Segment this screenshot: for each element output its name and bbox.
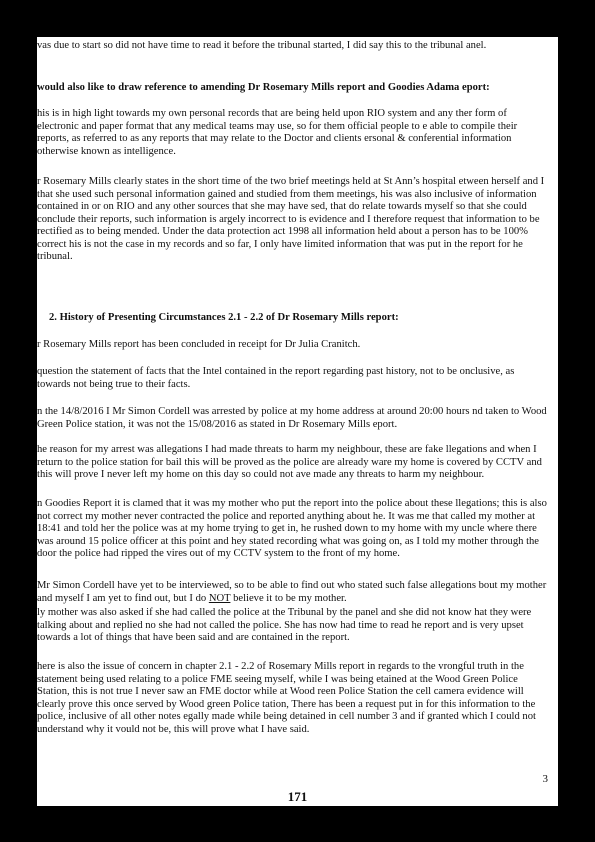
document-page (37, 37, 558, 806)
paragraph-goodies-report: n Goodies Report it is clamed that it was my mother who put the report into the police about these llegations; this is also not correct my mother never contracted the police and reported anything about he. It was me that called my mother at 18:41 and told her the police was at my home trying to get in, he rushed down to my home with my uncle where there was around 15 police officer at this point and hey stated recording what was going on, as I told my mother through the door the police had ripped the vires out of my CCTV system to the front of my home. (37, 498, 547, 559)
paragraph-mother-tribunal: ly mother was also asked if she had called the police at the Tribunal by the panel and she did not know hat they were talking about and replied no she had not called the police. She has now had time to read he report and is very upset towards a lot of things that have been said and are contained in the report. (37, 607, 532, 643)
paragraph-meetings-st-anns: r Rosemary Mills clearly states in the short time of the two brief meetings held at St Ann’s hospital etween herself and I that she used such personal information gained and studied from them meetings, his was also inclusive of information contained in or on RIO and any other sources that she may have sed, that do relate towards myself so that she could conclude their reports, such information is argely incorrect to is evidence and I therefore request that information to be rectified as to being mended. Under the data protection act 1998 all information held about a person has to be 100% correct his is not the case in my records and so far, I only have limited information that was put in the report for he tribunal. (37, 176, 545, 262)
paragraph-question-statement: question the statement of facts that the Intel contained in the report regarding past history, not to be onclusive, as towards not being true to their facts. (37, 366, 515, 390)
text-not-interviewed-end: believe it to be my mother. (230, 592, 347, 604)
paragraph-not-interviewed (37, 580, 549, 605)
bates-number: 171 (287, 789, 308, 804)
paragraph-arrest-reason: he reason for my arrest was allegations I had made threats to harm my neighbour, these are fake llegations and when I return to the police station for bail this will be proved as the police are already ware my home is covered by CCTV and this will prove I never left my home on this day so could not ave made any threats to harm my neighbour. (37, 444, 542, 480)
text-not-interviewed-start: Mr Simon Cordell have yet to be interviewed, so to be able to find out who stated such false allegations bout my mother and myself I am yet to find out, but I do (37, 580, 547, 604)
paragraph-rio-records: his is in high light towards my own personal records that are being held upon RIO system and any ther form of electronic and paper format that any medical teams may use, so for them official people to e able to compile their reports, as referred to as any reports that may relate to the Doctor and clients ersonal & conferential information otherwise known as intelligence. (37, 108, 518, 157)
paragraph-tribunal-start: vas due to start so did not have time to read it before the tribunal started, I did say this to the tribunal anel. (37, 40, 487, 51)
page-number: 3 (542, 773, 548, 785)
paragraph-report-concluded: r Rosemary Mills report has been concluded in receipt for Dr Julia Cranitch. (37, 339, 361, 350)
paragraph-arrest-date: n the 14/8/2016 I Mr Simon Cordell was arrested by police at my home address at around 20:00 hours nd taken to Wood Green Police station, it was not the 15/08/2016 as stated in Dr Rosemary Mills eport. (37, 406, 547, 430)
text-not-underlined: NOT (208, 592, 231, 604)
paragraph-fme-concern: here is also the issue of concern in chapter 2.1 - 2.2 of Rosemary Mills report in regards to the vrongful truth in the statement being used relating to a police FME seeing myself, while I was being etained at the Wood Green Police Station, this is not true I never saw an FME doctor while at Wood reen Police Station the cell camera evidence will clearly prove this once served by Wood green Police tation, There has been a request put in for this information to the police, inclusive of all other notes egally made while being detained in cell number 3 and if granted which I could not understand why it vould not be, this will prove what I have said. (37, 661, 536, 735)
heading-history-presenting-circumstances: 2. History of Presenting Circumstances 2.1 - 2.2 of Dr Rosemary Mills report: (49, 312, 399, 323)
heading-amend-reports: would also like to draw reference to amending Dr Rosemary Mills report and Goodies Adama eport: (37, 82, 490, 93)
